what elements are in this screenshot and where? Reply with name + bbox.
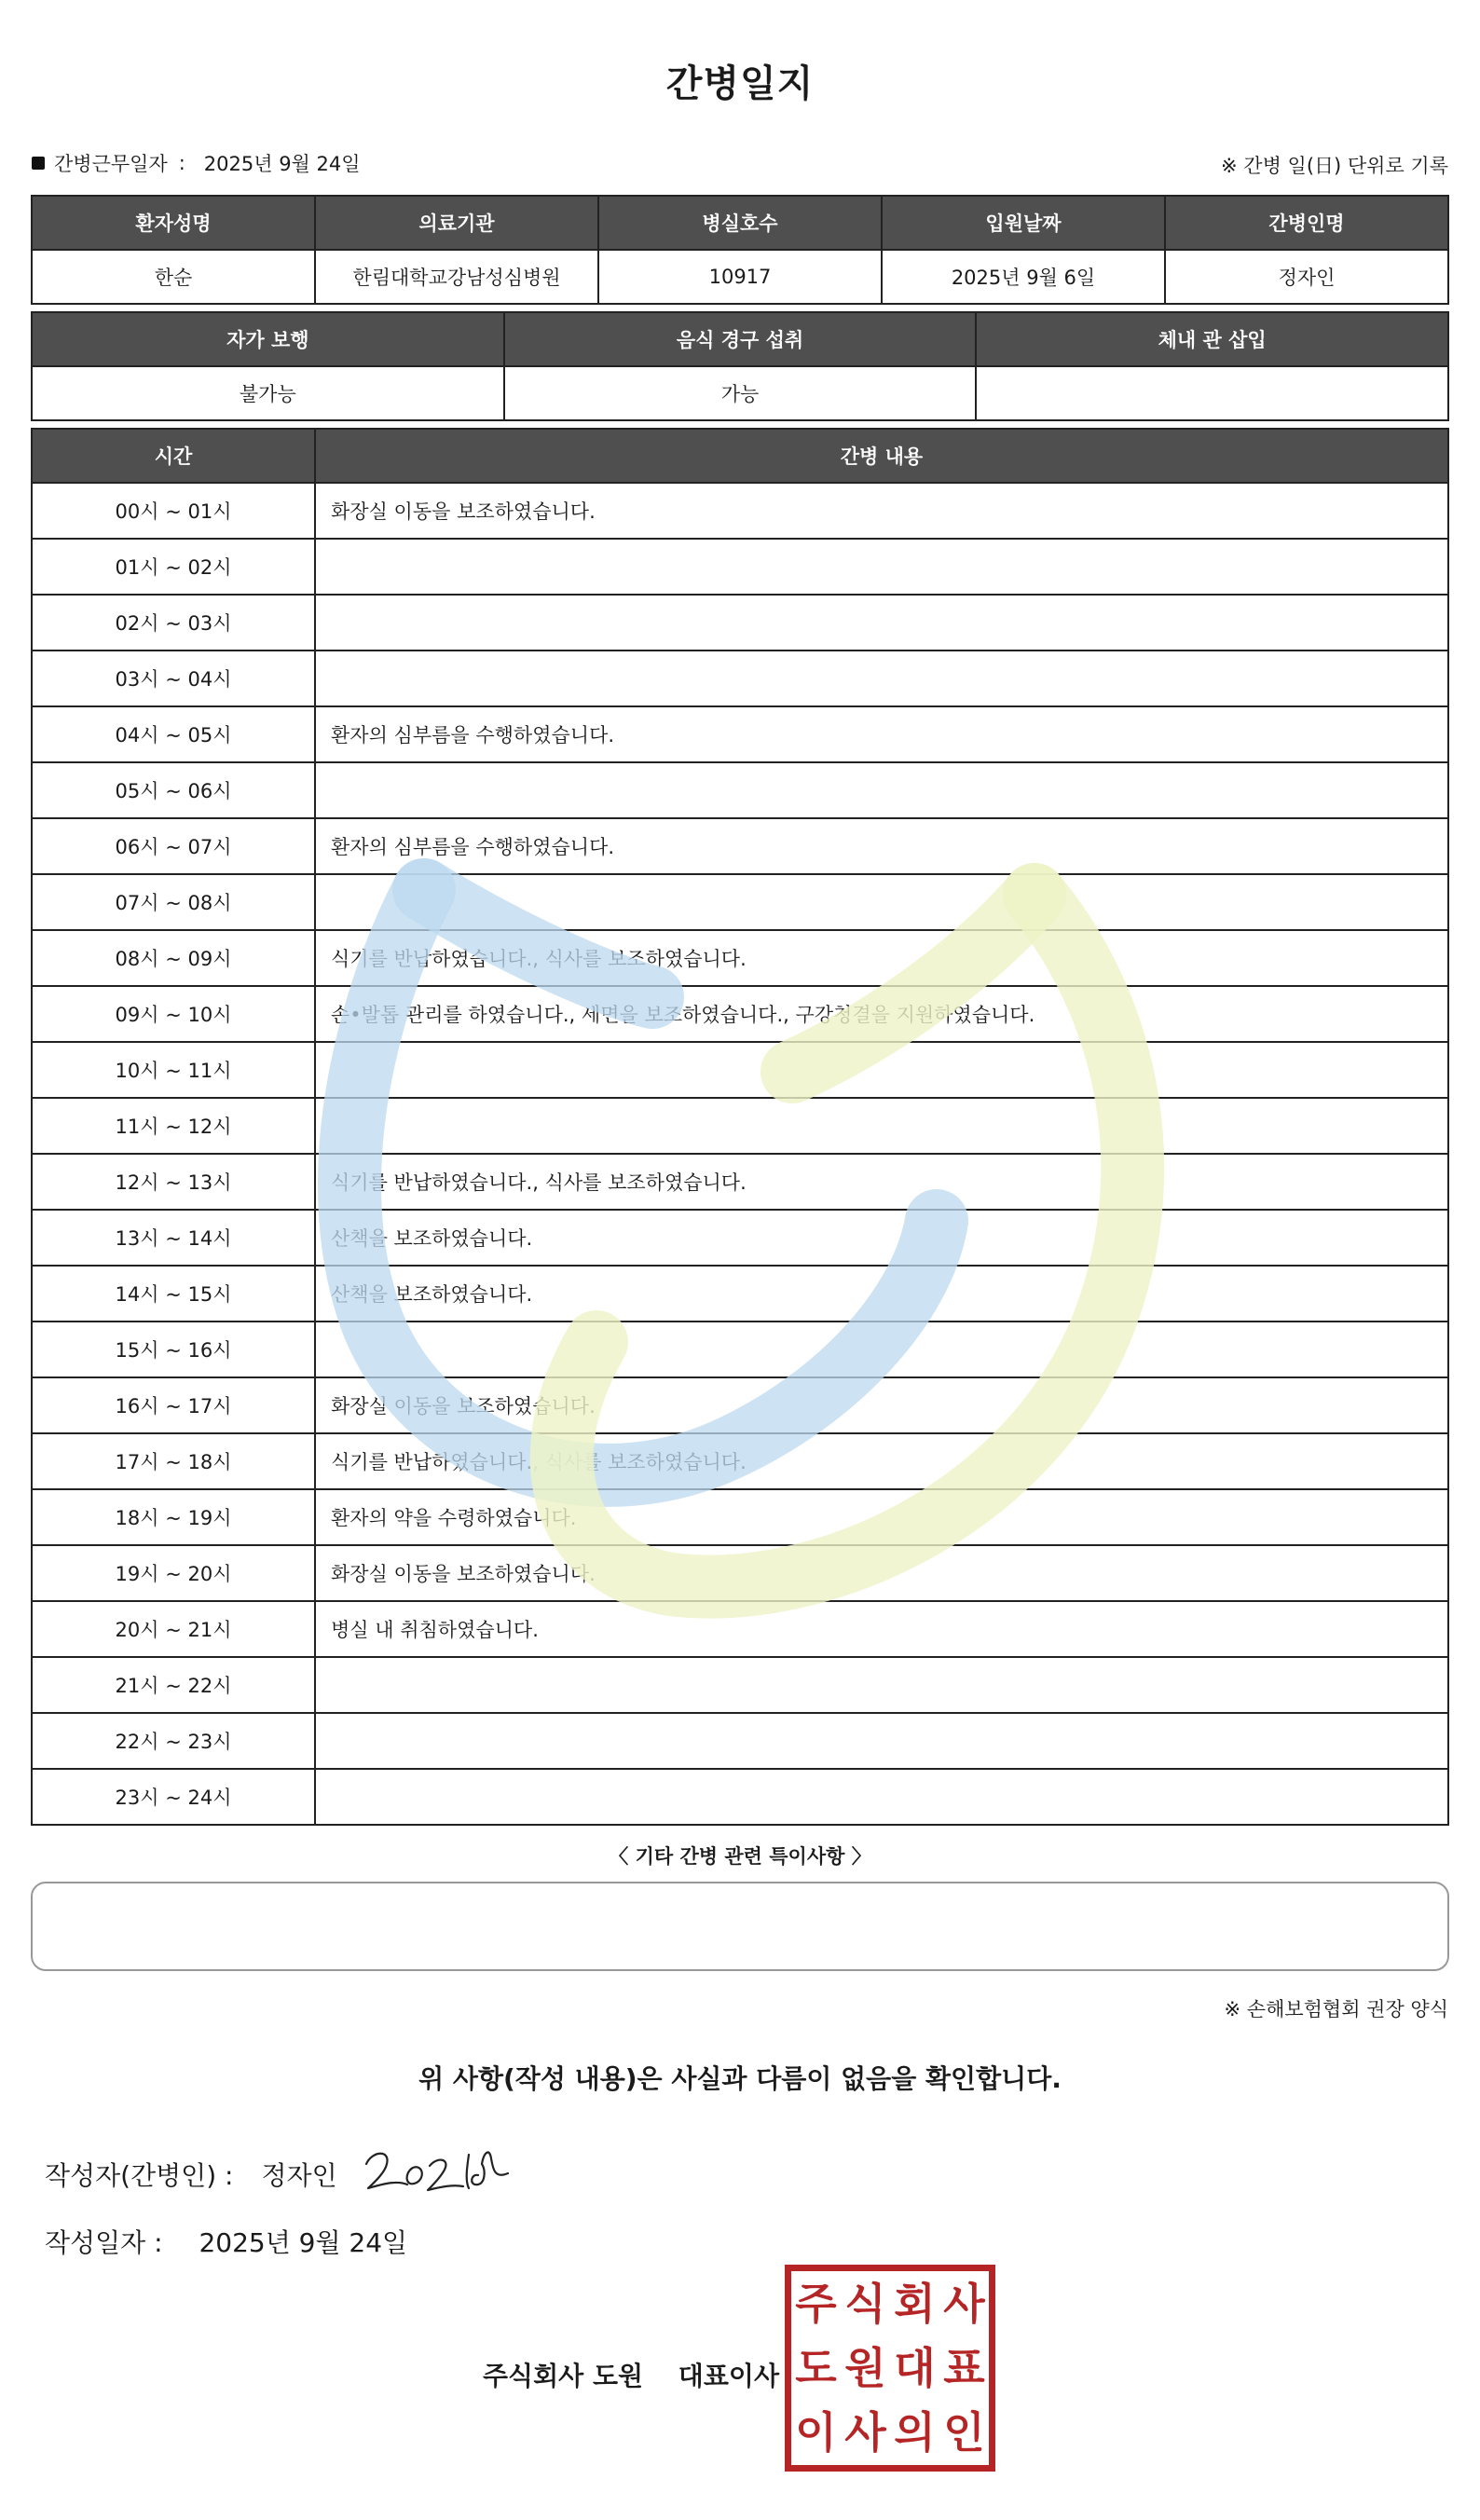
company-name: 주식회사 도원 <box>483 2361 644 2391</box>
care-time-cell: 19시 ~ 20시 <box>32 1545 315 1601</box>
care-log-row <box>32 1154 1448 1210</box>
seal-character: 주 <box>795 2278 837 2329</box>
care-time-cell: 13시 ~ 14시 <box>32 1210 315 1266</box>
writer-label: 작성자(간병인) : <box>45 2160 234 2191</box>
care-log-row <box>32 930 1448 986</box>
care-content-cell: 산책을 보조하였습니다. <box>315 1210 1448 1266</box>
care-time-cell: 00시 ~ 01시 <box>32 483 315 539</box>
written-date-label: 작성일자 : <box>45 2227 163 2258</box>
care-time-cell: 15시 ~ 16시 <box>32 1322 315 1377</box>
care-content-cell <box>315 1098 1448 1154</box>
care-time-cell: 23시 ~ 24시 <box>32 1769 315 1825</box>
care-content-cell <box>315 1769 1448 1825</box>
seal-character: 회 <box>894 2278 936 2329</box>
care-log-row <box>32 1042 1448 1098</box>
seal-character: 사 <box>844 2407 886 2458</box>
care-content-cell <box>315 762 1448 818</box>
care-content-cell: 환자의 약을 수령하였습니다. <box>315 1489 1448 1545</box>
bullet-square-icon <box>32 157 45 170</box>
form-footnote: ※ 손해보험협회 권장 양식 <box>1224 1998 1448 2020</box>
care-content-cell <box>315 595 1448 651</box>
care-log-row <box>32 1769 1448 1825</box>
care-content-cell: 식기를 반납하였습니다., 식사를 보조하였습니다. <box>315 1433 1448 1489</box>
care-time-cell: 20시 ~ 21시 <box>32 1601 315 1657</box>
written-date-row <box>45 2223 407 2260</box>
care-time-cell: 08시 ~ 09시 <box>32 930 315 986</box>
confirmation-statement: 위 사항(작성 내용)은 사실과 다름이 없음을 확인합니다. <box>418 2063 1062 2094</box>
care-time-cell: 10시 ~ 11시 <box>32 1042 315 1098</box>
patient-name: 한순 <box>32 250 315 304</box>
admission-date: 2025년 9월 6일 <box>882 250 1165 304</box>
care-log-row <box>32 1601 1448 1657</box>
care-log-row <box>32 818 1448 874</box>
header-admission-date: 입원날짜 <box>882 196 1165 250</box>
caregiver-name: 정자인 <box>1165 250 1448 304</box>
care-log-row <box>32 1377 1448 1433</box>
header-caregiver-name: 간병인명 <box>1165 196 1448 250</box>
care-log-row <box>32 1098 1448 1154</box>
patient-info-table <box>31 195 1449 305</box>
care-log-row <box>32 1545 1448 1601</box>
care-content-cell: 환자의 심부름을 수행하였습니다. <box>315 818 1448 874</box>
document-title: 간병일지 <box>665 62 815 105</box>
care-log-table <box>31 428 1449 1826</box>
care-time-cell: 16시 ~ 17시 <box>32 1377 315 1433</box>
written-date-value: 2025년 9월 24일 <box>199 2227 408 2258</box>
company-signature-line <box>483 2356 779 2393</box>
writer-name: 정자인 <box>261 2160 337 2191</box>
oral-intake-value: 가능 <box>504 366 977 420</box>
work-date-colon: : <box>178 152 185 174</box>
care-log-row <box>32 1713 1448 1769</box>
care-time-cell: 21시 ~ 22시 <box>32 1657 315 1713</box>
care-time-cell: 03시 ~ 04시 <box>32 651 315 706</box>
seal-character: 원 <box>844 2342 886 2393</box>
tube-insertion-value <box>976 366 1448 420</box>
care-log-row <box>32 1322 1448 1377</box>
care-log-row <box>32 1489 1448 1545</box>
seal-character: 이 <box>795 2407 837 2458</box>
care-content-cell: 화장실 이동을 보조하였습니다. <box>315 1545 1448 1601</box>
header-self-walking: 자가 보행 <box>32 312 504 366</box>
care-content-cell <box>315 1713 1448 1769</box>
care-content-cell: 화장실 이동을 보조하였습니다. <box>315 483 1448 539</box>
record-unit-note: ※ 간병 일(日) 단위로 기록 <box>1221 155 1448 177</box>
seal-character: 사 <box>943 2278 985 2329</box>
care-time-cell: 06시 ~ 07시 <box>32 818 315 874</box>
seal-character: 의 <box>894 2407 936 2458</box>
care-time-cell: 07시 ~ 08시 <box>32 874 315 930</box>
writer-row <box>45 2156 337 2193</box>
care-log-row <box>32 595 1448 651</box>
company-ceo-title: 대표이사 <box>678 2361 779 2391</box>
care-time-cell: 09시 ~ 10시 <box>32 986 315 1042</box>
header-room-number: 병실호수 <box>598 196 882 250</box>
care-log-row <box>32 874 1448 930</box>
work-date-label: 간병근무일자 <box>54 153 168 175</box>
patient-status-table <box>31 311 1449 421</box>
care-log-row <box>32 483 1448 539</box>
care-content-cell: 산책을 보조하였습니다. <box>315 1266 1448 1322</box>
care-time-cell: 18시 ~ 19시 <box>32 1489 315 1545</box>
care-log-row <box>32 1433 1448 1489</box>
header-hospital: 의료기관 <box>315 196 598 250</box>
care-log-row <box>32 986 1448 1042</box>
header-patient-name: 환자성명 <box>32 196 315 250</box>
care-content-cell <box>315 651 1448 706</box>
header-time: 시간 <box>32 429 315 483</box>
care-content-cell: 식기를 반납하였습니다., 식사를 보조하였습니다. <box>315 930 1448 986</box>
notes-box <box>31 1882 1449 1971</box>
work-date-row <box>32 149 361 177</box>
care-time-cell: 17시 ~ 18시 <box>32 1433 315 1489</box>
header-tube-insertion: 체내 관 삽입 <box>976 312 1448 366</box>
notes-label: 〈 기타 간병 관련 특이사항 〉 <box>609 1845 871 1868</box>
care-time-cell: 11시 ~ 12시 <box>32 1098 315 1154</box>
care-log-row <box>32 539 1448 595</box>
care-content-cell: 화장실 이동을 보조하였습니다. <box>315 1377 1448 1433</box>
room-number: 10917 <box>598 250 882 304</box>
care-content-cell <box>315 539 1448 595</box>
care-content-cell <box>315 1657 1448 1713</box>
care-content-cell: 식기를 반납하였습니다., 식사를 보조하였습니다. <box>315 1154 1448 1210</box>
care-time-cell: 01시 ~ 02시 <box>32 539 315 595</box>
care-content-cell <box>315 1042 1448 1098</box>
care-time-cell: 04시 ~ 05시 <box>32 706 315 762</box>
care-content-cell: 손•발톱 관리를 하였습니다., 세면을 보조하였습니다., 구강청결을 지원하였습니다. <box>315 986 1448 1042</box>
care-time-cell: 22시 ~ 23시 <box>32 1713 315 1769</box>
handwritten-signature <box>359 2136 527 2201</box>
care-log-row <box>32 1657 1448 1713</box>
care-time-cell: 14시 ~ 15시 <box>32 1266 315 1322</box>
care-time-cell: 12시 ~ 13시 <box>32 1154 315 1210</box>
seal-character: 표 <box>943 2342 985 2393</box>
seal-character: 식 <box>844 2278 886 2329</box>
care-content-cell: 병실 내 취침하였습니다. <box>315 1601 1448 1657</box>
care-time-cell: 02시 ~ 03시 <box>32 595 315 651</box>
seal-character: 인 <box>943 2407 985 2458</box>
seal-character: 도 <box>795 2342 837 2393</box>
care-log-row <box>32 1210 1448 1266</box>
hospital-name: 한림대학교강남성심병원 <box>315 250 598 304</box>
work-date-value: 2025년 9월 24일 <box>203 153 361 175</box>
seal-character: 대 <box>894 2342 936 2393</box>
care-log-row <box>32 1266 1448 1322</box>
header-care-content: 간병 내용 <box>315 429 1448 483</box>
care-content-cell <box>315 1322 1448 1377</box>
care-log-row <box>32 706 1448 762</box>
self-walking-value: 불가능 <box>32 366 504 420</box>
care-log-row <box>32 651 1448 706</box>
care-time-cell: 05시 ~ 06시 <box>32 762 315 818</box>
company-seal-stamp <box>785 2265 995 2472</box>
header-oral-intake: 음식 경구 섭취 <box>504 312 977 366</box>
care-content-cell <box>315 874 1448 930</box>
care-log-row <box>32 762 1448 818</box>
care-content-cell: 환자의 심부름을 수행하였습니다. <box>315 706 1448 762</box>
